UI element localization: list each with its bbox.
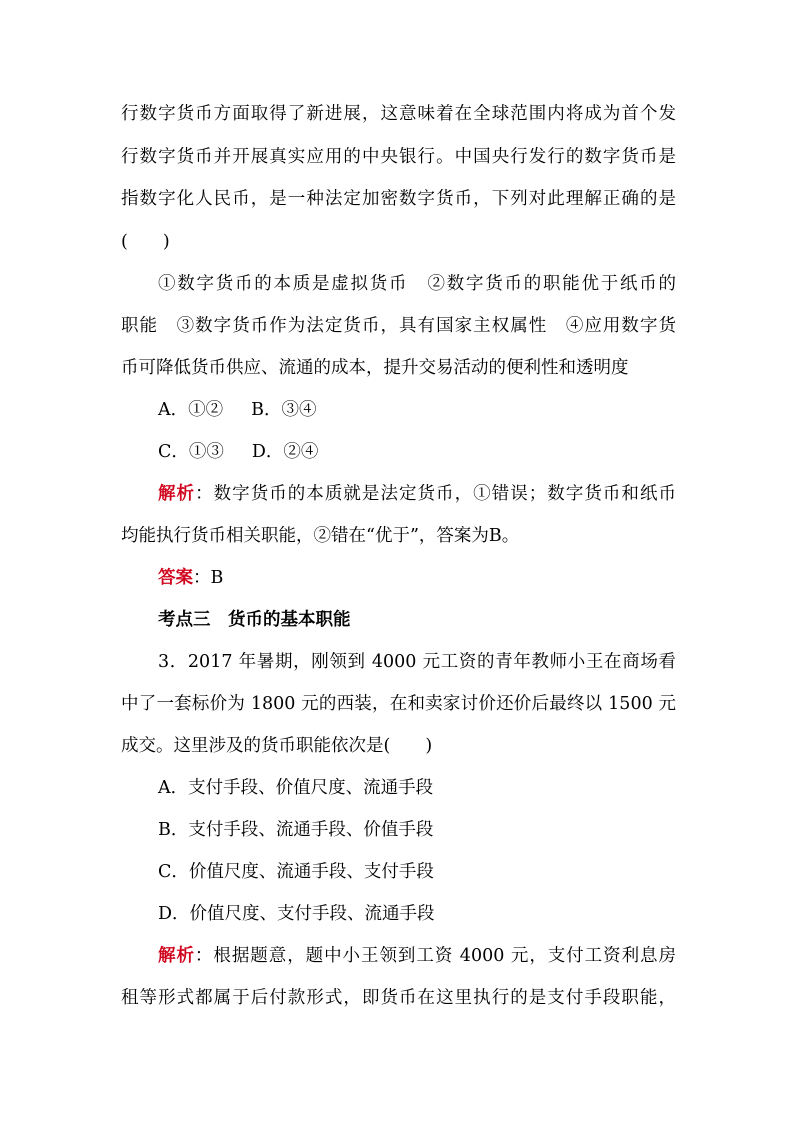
q3-analysis-line-2: 租等形式都属于后付款形式，即货币在这里执行的是支付手段职能， <box>121 988 676 1008</box>
q2-stem-line-3: 指数字化人民币，是一种法定加密数字货币，下列对此理解正确的是 <box>121 189 676 209</box>
q3-option-a: A．支付手段、价值尺度、流通手段 <box>158 778 434 798</box>
q3-option-c: C．价值尺度、流通手段、支付手段 <box>158 862 434 882</box>
q3-analysis-label: 解析 <box>158 946 195 966</box>
q2-option-c: C．①③ <box>158 442 224 462</box>
q3-analysis-line-1 <box>158 944 676 968</box>
q2-option-row-2 <box>158 440 318 464</box>
q2-statement-line-1: ①数字货币的本质是虚拟货币 ②数字货币的职能优于纸币的 <box>158 274 676 294</box>
section-title: 考点三 货币的基本职能 <box>158 610 351 630</box>
q2-statement-line-3: 币可降低货币供应、流通的成本，提升交易活动的便利性和透明度 <box>121 358 629 378</box>
q3-stem-line-1: 3．2017 年暑期，刚领到 4000 元工资的青年教师小王在商场看 <box>158 652 676 672</box>
q2-answer-label: 答案 <box>158 568 193 588</box>
q2-answer-line <box>158 566 223 590</box>
q2-option-a: A．①② <box>158 400 224 420</box>
q2-option-d: D．②④ <box>251 442 319 462</box>
q2-option-row-1 <box>158 398 317 422</box>
q2-statement-line-2: 职能 ③数字货币作为法定货币，具有国家主权属性 ④应用数字货 <box>121 316 676 336</box>
q2-analysis-text-1: ：数字货币的本质就是法定货币，①错误；数字货币和纸币 <box>195 484 677 504</box>
q2-answer-value: ：B <box>193 568 224 588</box>
q3-option-b: B．支付手段、流通手段、价值手段 <box>158 820 434 840</box>
q2-stem-line-1: 行数字货币方面取得了新进展，这意味着在全球范围内将成为首个发 <box>121 104 676 124</box>
q2-analysis-line-1 <box>158 482 676 506</box>
q3-option-d: D．价值尺度、支付手段、流通手段 <box>158 904 435 924</box>
q2-stem-line-4: ( ) <box>121 232 170 252</box>
q3-analysis-text-1: ：根据题意，题中小王领到工资 4000 元，支付工资利息房 <box>194 946 676 966</box>
q2-option-b: B．③④ <box>251 400 317 420</box>
q2-analysis-line-2: 均能执行货币相关职能，②错在“优于”，答案为B。 <box>121 526 520 546</box>
q2-stem-line-2: 行数字货币并开展真实应用的中央银行。中国央行发行的数字货币是 <box>121 147 676 167</box>
q2-analysis-label: 解析 <box>158 484 196 504</box>
q3-stem-line-3: 成交。这里涉及的货币职能依次是( ) <box>121 736 433 756</box>
q3-stem-line-2: 中了一套标价为 1800 元的西装，在和卖家讨价还价后最终以 1500 元 <box>121 694 676 714</box>
